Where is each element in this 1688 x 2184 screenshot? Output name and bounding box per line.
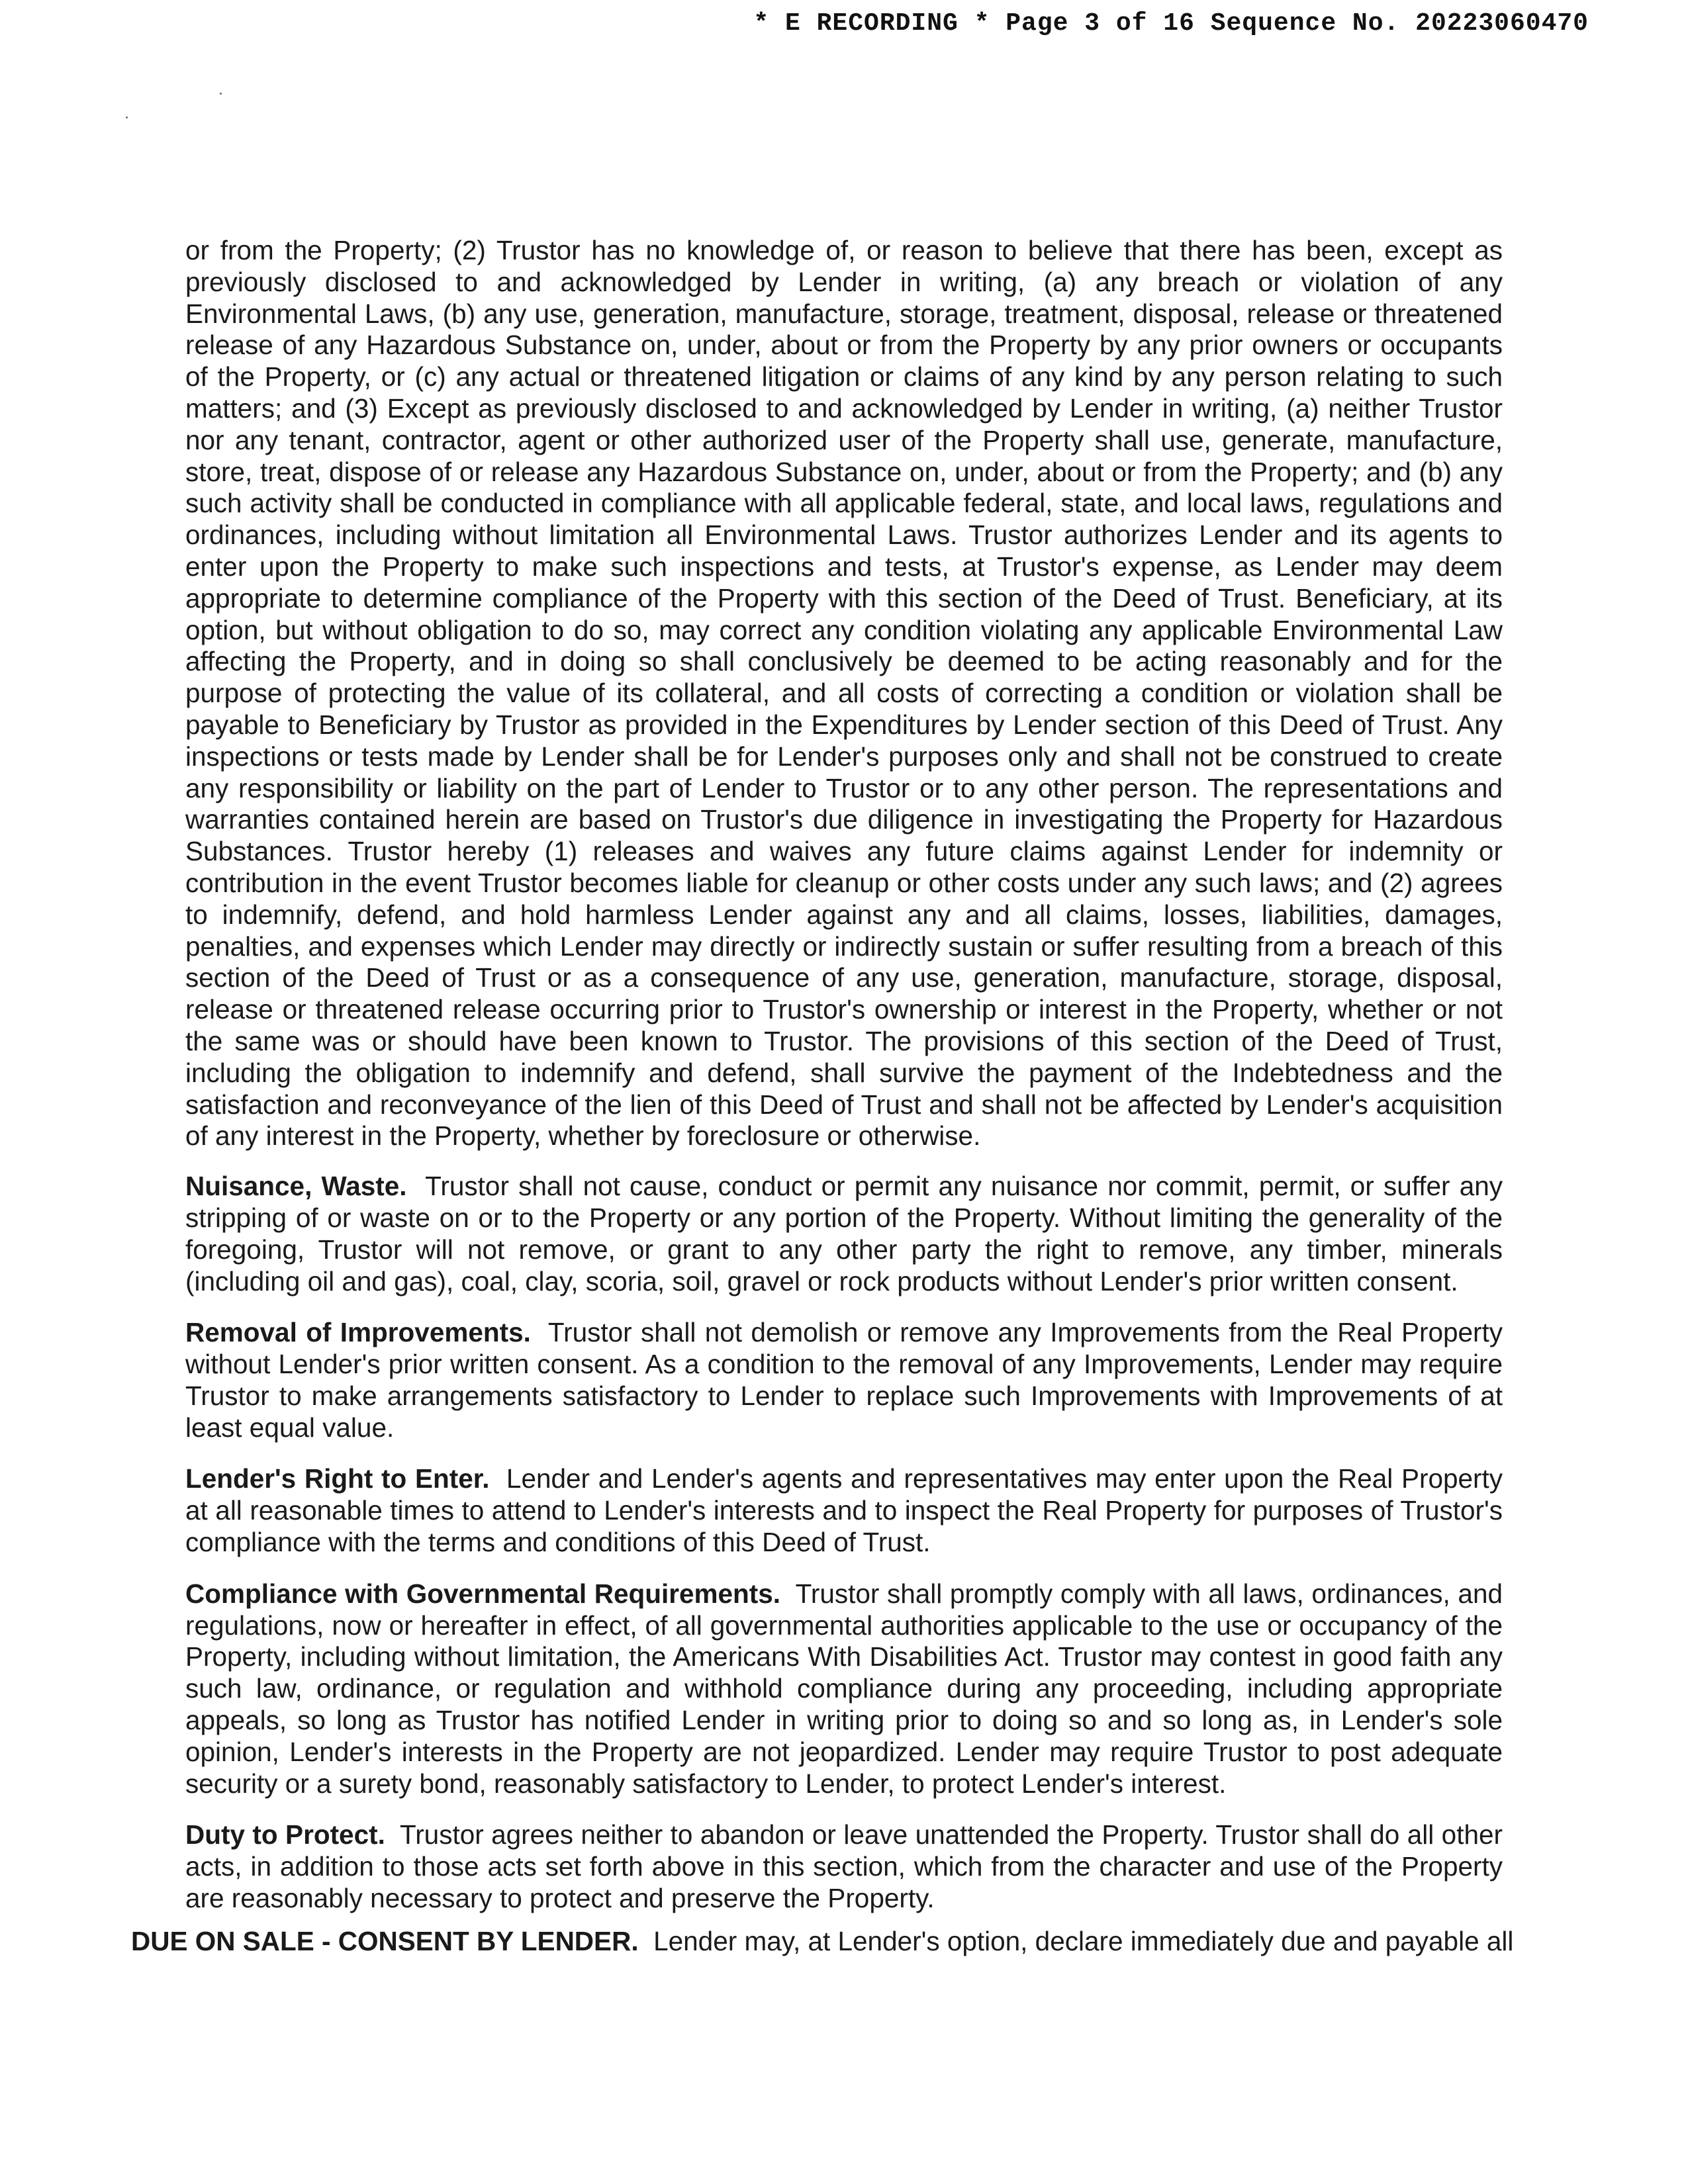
paragraph-text: Trustor shall promptly comply with all laws, ordinances, and regulations, now or hereafter in effect, of all governmental authorities applicable to the use or occupancy of the Property, including without limitation, the Americans With Disabilities Act. Trustor may contest in good faith any such law, ordinance, or regulation and withhold compliance during any proceeding, including appropriate appeals, so long as Trustor has notified Lender in writing prior to doing so and so long as, in Lender's sole opinion, Lender's interests in the Property are not jeopardized. Lender may require Trustor to post adequate security or a surety bond, reasonably satisfactory to Lender, to protect Lender's interest. [185, 1578, 1503, 1799]
paragraph-heading: Nuisance, Waste. [185, 1171, 407, 1202]
nuisance-waste-paragraph [185, 1171, 1503, 1297]
paragraph-text: Trustor shall not cause, conduct or permit any nuisance nor commit, permit, or suffer any stripping of or waste on or to the Property or any portion of the Property. Without limiting the generality of the foregoing, Trustor will not remove, or grant to any other party the right to remove, any timber, minerals (including oil and gas), coal, clay, scoria, soil, gravel or rock products without Lender's prior written consent. [185, 1171, 1503, 1297]
compliance-paragraph [185, 1578, 1503, 1800]
due-on-sale-section [131, 1926, 1514, 1958]
environmental-paragraph [185, 235, 1503, 1152]
paragraph-heading: Lender's Right to Enter. [185, 1463, 490, 1494]
paragraph-text: Trustor agrees neither to abandon or leave unattended the Property. Trustor shall do all other acts, in addition to those acts set forth above in this section, which from the character and use of the Property are reasonably necessary to protect and preserve the Property. [185, 1819, 1503, 1914]
removal-of-improvements-paragraph [185, 1317, 1503, 1443]
recording-stamp: * E RECORDING * Page 3 of 16 Sequence No. 20223060470 [753, 9, 1589, 38]
paragraph-heading: Compliance with Governmental Requirements. [185, 1578, 781, 1609]
duty-to-protect-paragraph [185, 1819, 1503, 1914]
scan-artifact [126, 116, 128, 118]
document-body [185, 235, 1503, 1934]
section-text: Lender may, at Lender's option, declare immediately due and payable all [653, 1926, 1514, 1956]
paragraph-heading: Removal of Improvements. [185, 1317, 531, 1348]
section-heading: DUE ON SALE - CONSENT BY LENDER. [131, 1926, 639, 1956]
paragraph-heading: Duty to Protect. [185, 1819, 385, 1850]
paragraph-text: Lender and Lender's agents and representatives may enter upon the Real Property at all reasonable times to attend to Lender's interests and to inspect the Real Property for purposes of Trustor's compliance with the terms and conditions of this Deed of Trust. [185, 1463, 1503, 1558]
paragraph-text: Trustor shall not demolish or remove any Improvements from the Real Property without Lender's prior written consent. As a condition to the removal of any Improvements, Lender may require Trustor to make arrangements satisfactory to Lender to replace such Improvements with Improvements of at least equal value. [185, 1317, 1503, 1443]
paragraph-text: or from the Property; (2) Trustor has no knowledge of, or reason to believe that there has been, except as previously disclosed to and acknowledged by Lender in writing, (a) any breach or violation of any Environmental Laws, (b) any use, generation, manufacture, storage, treatment, disposal, release or threatened release of any Hazardous Substance on, under, about or from the Property by any prior owners or occupants of the Property, or (c) any actual or threatened litigation or claims of any kind by any person relating to such matters; and (3) Except as previously disclosed to and acknowledged by Lender in writing, (a) neither Trustor nor any tenant, contractor, agent or other authorized user of the Property shall use, generate, manufacture, store, treat, dispose of or release any Hazardous Substance on, under, about or from the Property; and (b) any such activity shall be conducted in compliance with all applicable federal, state, and local laws, regulations and ordinances, including without limitation all Environmental Laws. Trustor authorizes Lender and its agents to enter upon the Property to make such inspections and tests, at Trustor's expense, as Lender may deem appropriate to determine compliance of the Property with this section of the Deed of Trust. Beneficiary, at its option, but without obligation to do so, may correct any condition violating any applicable Environmental Law affecting the Property, and in doing so shall conclusively be deemed to be acting reasonably and for the purpose of protecting the value of its collateral, and all costs of correcting a condition or violation shall be payable to Beneficiary by Trustor as provided in the Expenditures by Lender section of this Deed of Trust. Any inspections or tests made by Lender shall be for Lender's purposes only and shall not be construed to create any responsibility or liability on the part of Lender to Trustor or to any other person. The representations and warranties contained herein are based on Trustor's due diligence in investigating the Property for Hazardous Substances. Trustor hereby (1) releases and waives any future claims against Lender for indemnity or contribution in the event Trustor becomes liable for cleanup or other costs under any such laws; and (2) agrees to indemnify, defend, and hold harmless Lender against any and all claims, losses, liabilities, damages, penalties, and expenses which Lender may directly or indirectly sustain or suffer resulting from a breach of this section of the Deed of Trust or as a consequence of any use, generation, manufacture, storage, disposal, release or threatened release occurring prior to Trustor's ownership or interest in the Property, whether or not the same was or should have been known to Trustor. The provisions of this section of the Deed of Trust, including the obligation to indemnify and defend, shall survive the payment of the Indebtedness and the satisfaction and reconveyance of the lien of this Deed of Trust and shall not be affected by Lender's acquisition of any interest in the Property, whether by foreclosure or otherwise. [185, 235, 1503, 1152]
scan-artifact [220, 93, 222, 95]
lenders-right-to-enter-paragraph [185, 1463, 1503, 1558]
